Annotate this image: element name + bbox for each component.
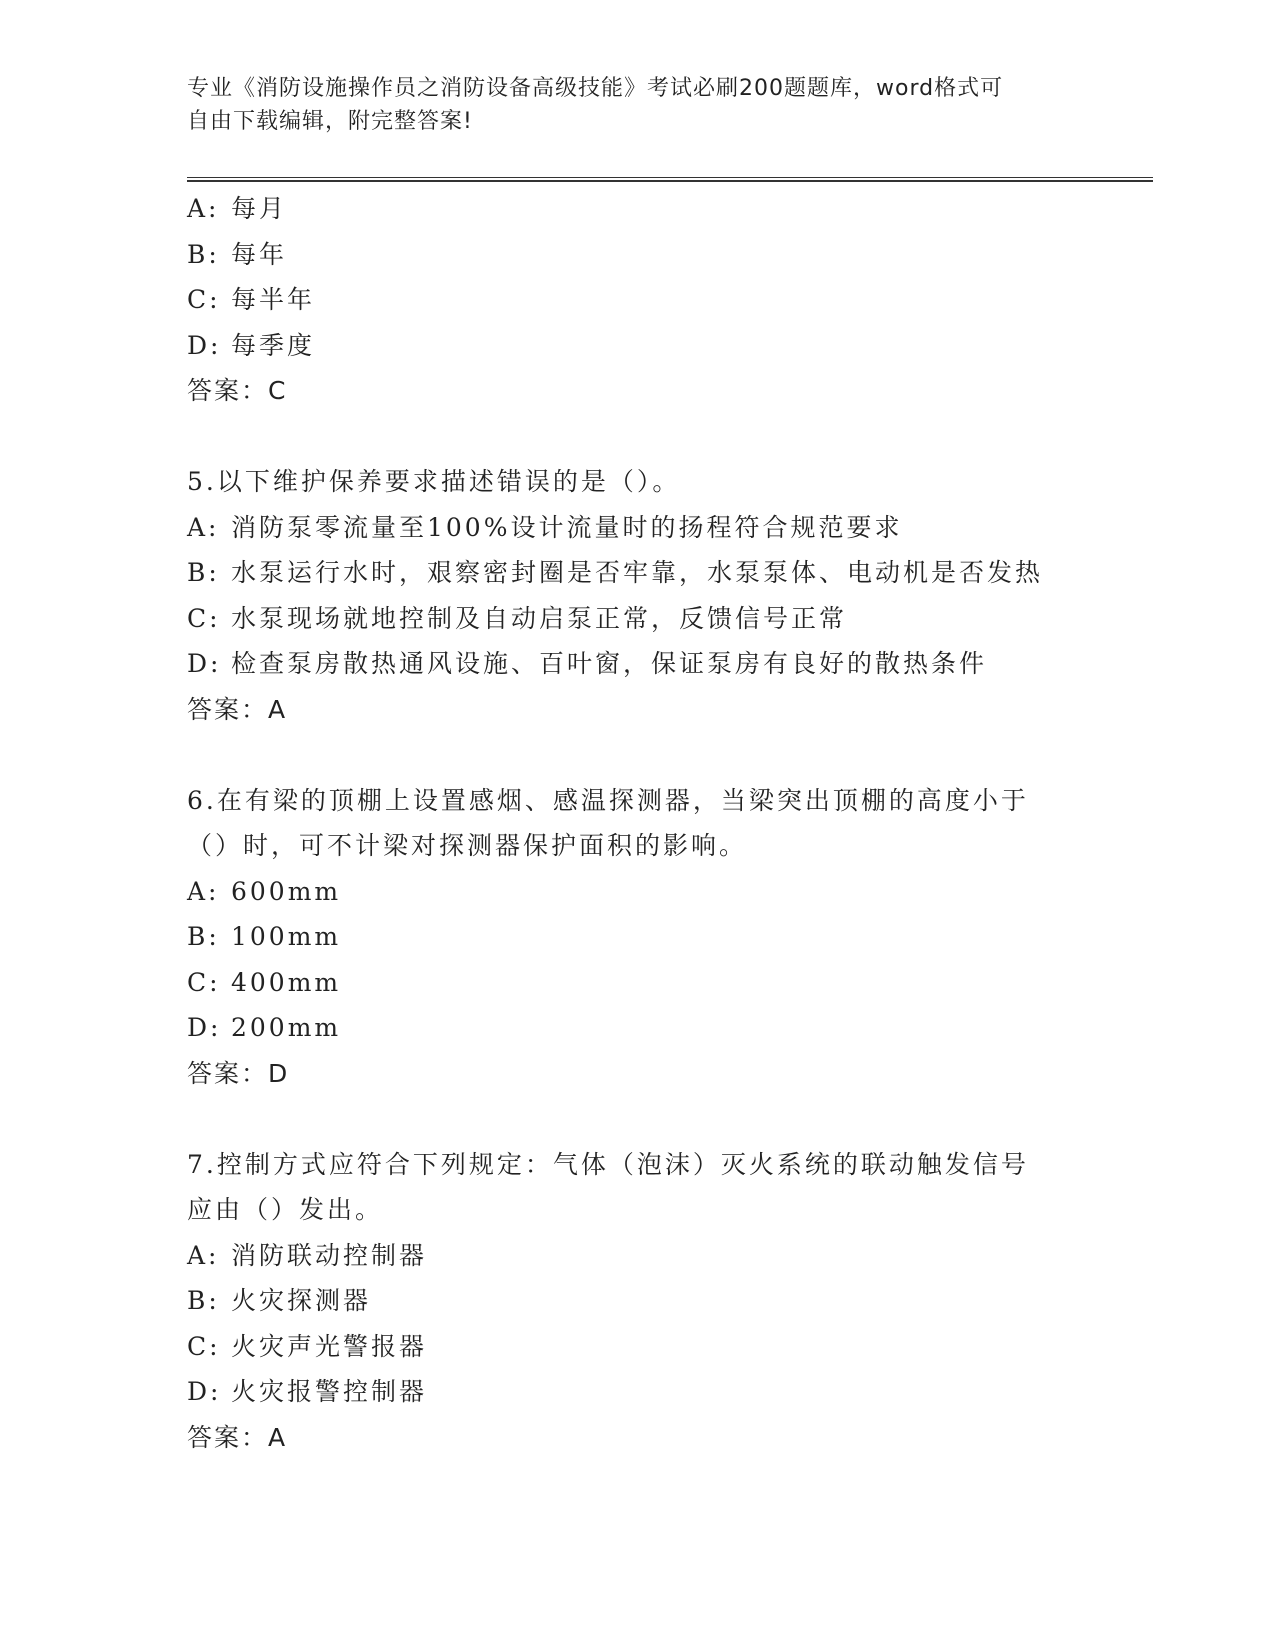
answer: 答案：A <box>187 1422 288 1452</box>
option-c: C: 400mm <box>187 967 342 997</box>
spacer <box>187 732 1087 778</box>
answer: 答案：A <box>187 694 288 724</box>
question-6 <box>187 778 1087 1097</box>
question-title-line-1: 7.控制方式应符合下列规定：气体（泡沫）灭火系统的联动触发信号 <box>187 1149 1029 1179</box>
question-4 <box>187 186 1087 414</box>
option-a: A: 消防泵零流量至100%设计流量时的扬程符合规范要求 <box>187 512 903 542</box>
question-title-line-2: 应由（）发出。 <box>187 1195 384 1224</box>
option-b: B: 水泵运行水时，艰察密封圈是否牢靠，水泵泵体、电动机是否发热 <box>187 558 1044 587</box>
option-d: D: 每季度 <box>187 330 316 360</box>
option-c: C: 火灾声光警报器 <box>187 1331 428 1361</box>
option-d: D: 200mm <box>187 1013 342 1042</box>
question-5 <box>187 459 1087 732</box>
question-title-line-2: （）时，可不计梁对探测器保护面积的影响。 <box>187 831 748 860</box>
option-a: A: 消防联动控制器 <box>187 1240 428 1270</box>
question-title: 5.以下维护保养要求描述错误的是（）。 <box>187 467 681 496</box>
document-header <box>187 72 1067 138</box>
header-divider <box>187 177 1153 182</box>
question-7 <box>187 1142 1087 1461</box>
header-line-1: 专业《消防设施操作员之消防设备高级技能》考试必刷200题题库，word格式可 <box>187 76 1004 101</box>
answer: 答案：C <box>187 376 288 405</box>
option-c: C: 每半年 <box>187 285 316 314</box>
option-a: A: 600mm <box>187 876 342 906</box>
spacer <box>187 414 1087 460</box>
spacer <box>187 1096 1087 1142</box>
question-list <box>187 186 1087 1460</box>
option-b: B: 火灾探测器 <box>187 1286 372 1315</box>
option-c: C: 水泵现场就地控制及自动启泵正常，反馈信号正常 <box>187 603 848 633</box>
option-a: A: 每月 <box>187 194 288 223</box>
option-b: B: 100mm <box>187 922 342 951</box>
option-d: D: 检查泵房散热通风设施、百叶窗，保证泵房有良好的散热条件 <box>187 649 988 678</box>
option-b: B: 每年 <box>187 239 288 269</box>
answer: 答案：D <box>187 1058 290 1088</box>
question-title-line-1: 6.在有梁的顶棚上设置感烟、感温探测器，当梁突出顶棚的高度小于 <box>187 785 1029 815</box>
header-line-2: 自由下载编辑，附完整答案! <box>187 109 473 134</box>
option-d: D: 火灾报警控制器 <box>187 1377 428 1406</box>
